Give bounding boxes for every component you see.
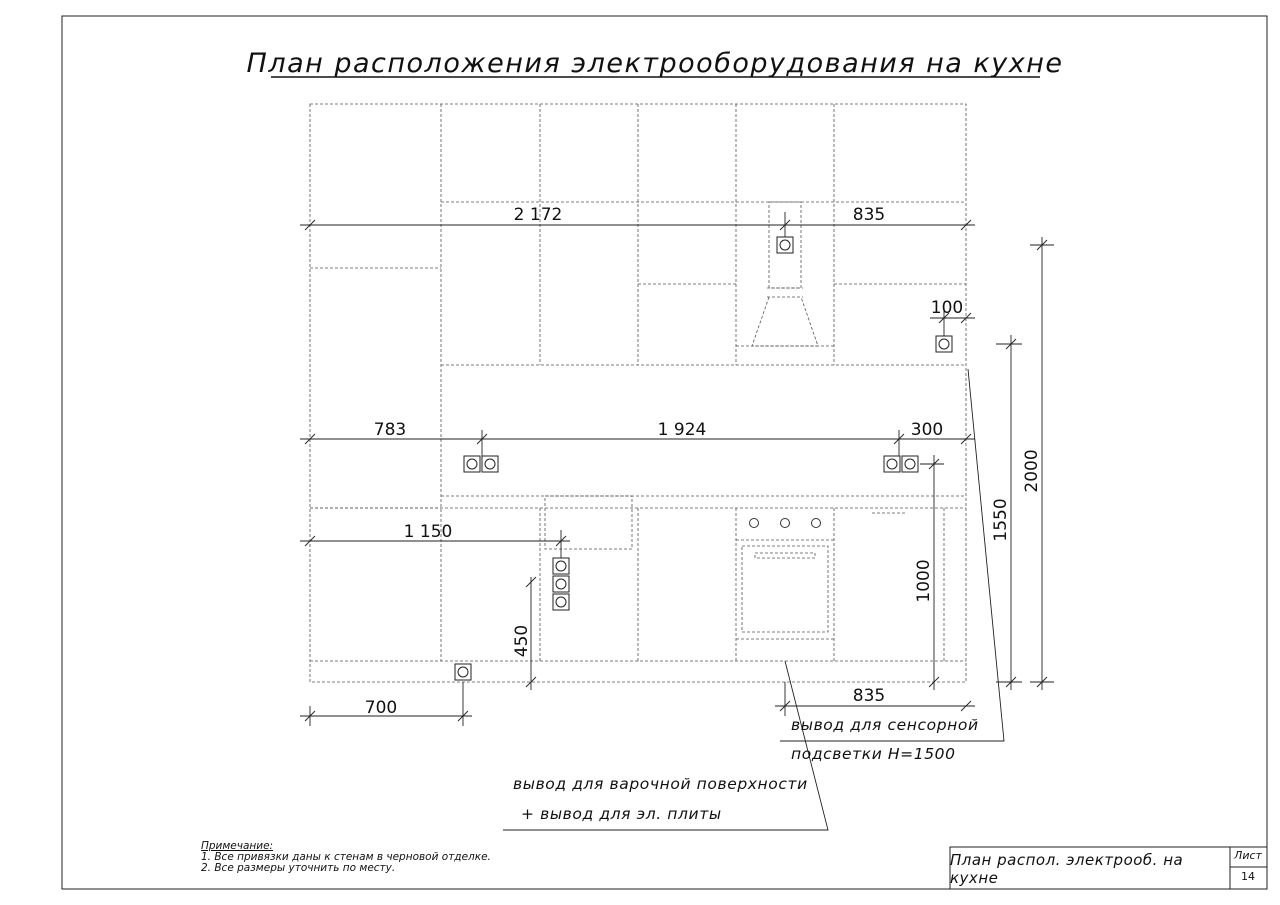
dim-835-top: 835 bbox=[852, 205, 886, 225]
hob-callout-line1: вывод для варочной поверхности bbox=[513, 775, 808, 793]
notes bbox=[201, 841, 491, 874]
notes-heading: Примечание: bbox=[201, 840, 274, 852]
hob-knobs bbox=[750, 519, 821, 528]
single-socket-icon bbox=[455, 664, 471, 680]
dim-1150: 1 150 bbox=[403, 522, 453, 542]
dim-450: 450 bbox=[512, 624, 532, 658]
dim-1924: 1 924 bbox=[657, 420, 707, 440]
dim-1550: 1550 bbox=[991, 498, 1011, 542]
sensor-light-callout-line1: вывод для сенсорной bbox=[791, 716, 979, 734]
single-socket-icon bbox=[777, 237, 793, 253]
dimension-lines bbox=[300, 212, 1054, 726]
kitchen-elevation bbox=[310, 104, 966, 682]
dim-835-bottom: 835 bbox=[852, 686, 886, 706]
dim-2000: 2000 bbox=[1022, 449, 1042, 493]
double-socket-icon bbox=[464, 456, 498, 472]
single-socket-icon bbox=[936, 336, 952, 352]
sensor-light-callout-line2: подсветки H=1500 bbox=[791, 745, 956, 763]
page-title: План расположения электрооборудования на кухне bbox=[246, 48, 1064, 79]
triple-socket-icon bbox=[553, 558, 569, 610]
dim-1000: 1000 bbox=[914, 559, 934, 603]
sheet-number: 14 bbox=[1241, 870, 1255, 883]
hob-callout-line2: + вывод для эл. плиты bbox=[521, 805, 722, 823]
sheet-frame bbox=[62, 16, 1267, 889]
dim-300: 300 bbox=[910, 420, 944, 440]
double-socket-icon bbox=[884, 456, 918, 472]
sheet-label: Лист bbox=[1234, 849, 1262, 862]
dim-100: 100 bbox=[930, 298, 964, 318]
dim-700: 700 bbox=[364, 698, 398, 718]
dim-783: 783 bbox=[373, 420, 407, 440]
note-item: 1. Все привязки даны к стенам в черновой отделке. bbox=[201, 851, 491, 863]
note-item: 2. Все размеры уточнить по месту. bbox=[201, 862, 396, 874]
sheet-name: План распол. электрооб. на кухне bbox=[950, 851, 1184, 887]
dim-2172: 2 172 bbox=[513, 205, 563, 225]
